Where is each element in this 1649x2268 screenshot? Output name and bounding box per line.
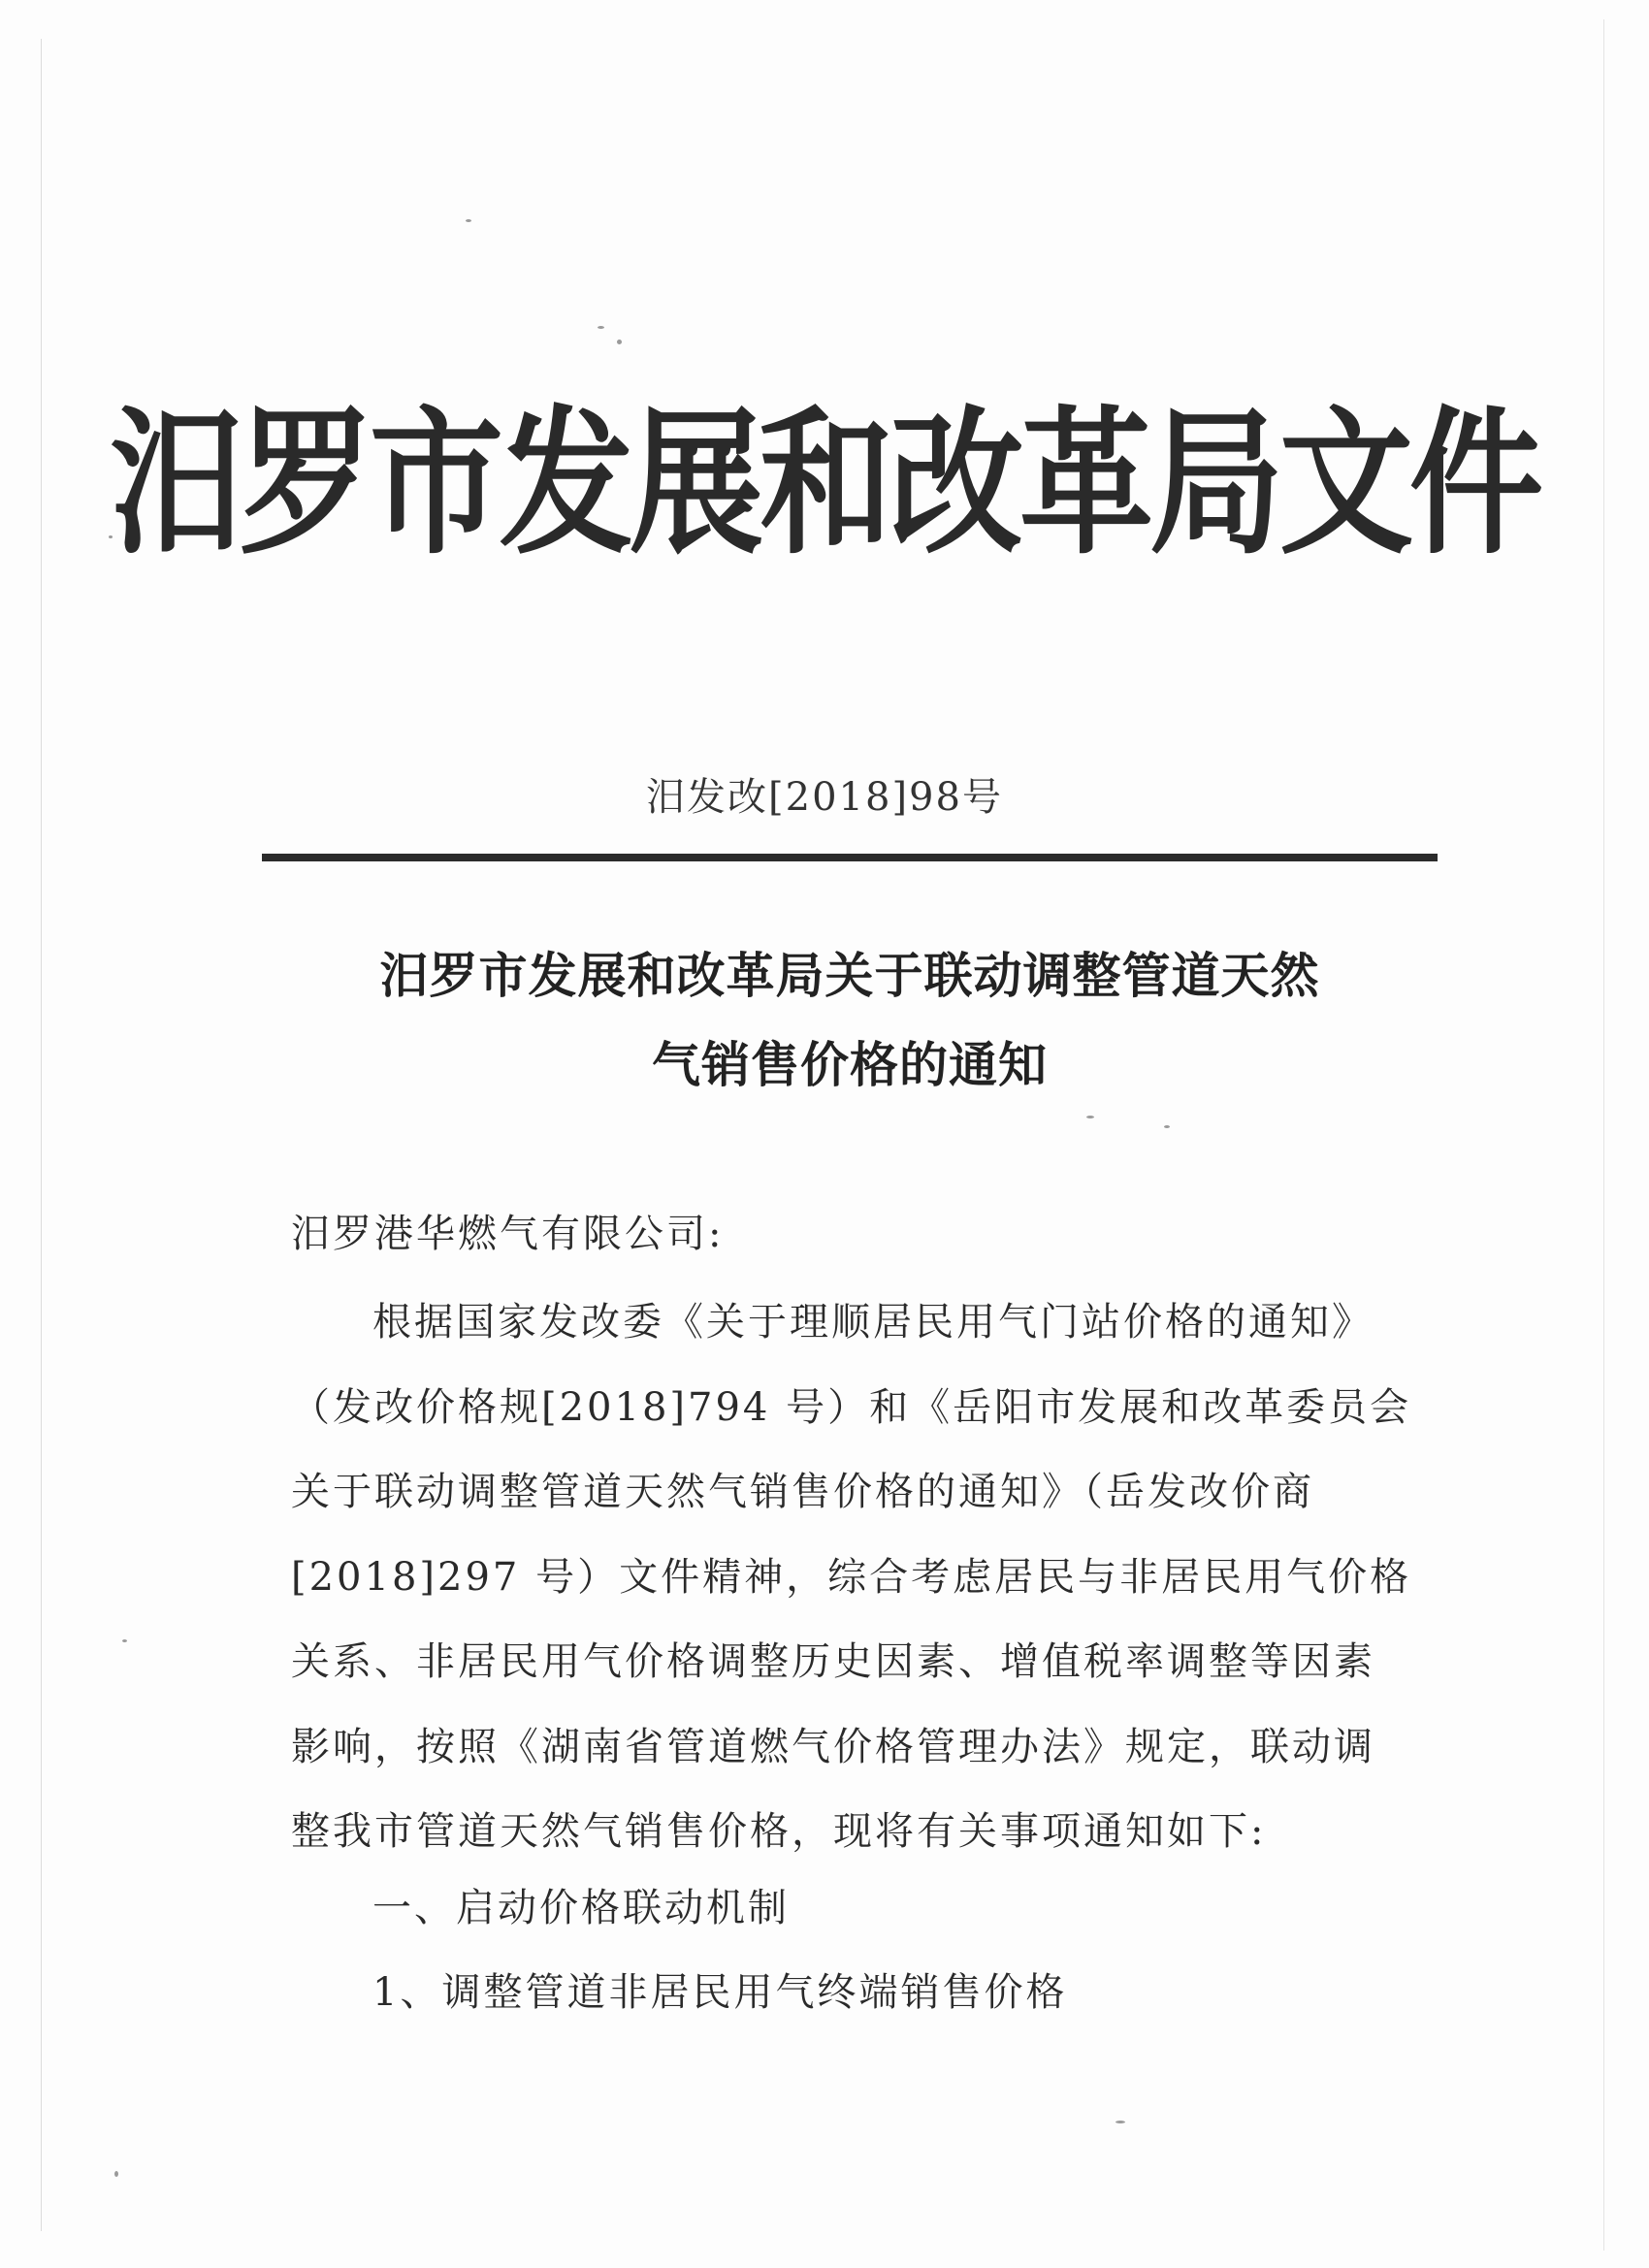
scan-speck: [1086, 1116, 1094, 1118]
notice-title: [262, 931, 1438, 1110]
body-line: 影响，按照《湖南省管道燃气价格管理办法》规定，联动调: [291, 1724, 1375, 1769]
addressee: 汨罗港华燃气有限公司:: [291, 1212, 725, 1256]
body-line: 关系、非居民用气价格调整历史因素、增值税率调整等因素: [291, 1639, 1375, 1684]
subsection-heading: 1、调整管道非居民用气终端销售价格: [372, 1970, 1068, 2015]
document-number: 汨发改[2018]98号: [646, 775, 1003, 820]
scan-speck: [1116, 2121, 1125, 2123]
scan-edge-right: [1603, 19, 1604, 2251]
section-heading: 一、启动价格联动机制: [372, 1886, 790, 1930]
body-line: 整我市管道天然气销售价格，现将有关事项通知如下:: [291, 1809, 1267, 1854]
scan-speck: [122, 1639, 127, 1642]
body-paragraph: [291, 1280, 1416, 1875]
body-line: 关于联动调整管道天然气销售价格的通知》（岳发改价商: [291, 1470, 1314, 1514]
body-line: [2018]297 号）文件精神，综合考虑居民与非居民用气价格: [291, 1554, 1412, 1600]
scan-speck: [1164, 1125, 1170, 1128]
scan-speck: [617, 340, 622, 344]
issuing-authority-title: 汨罗市发展和改革局文件: [109, 391, 1539, 576]
body-line: 根据国家发改委《关于理顺居民用气门站价格的通知》: [372, 1300, 1374, 1345]
header-divider-rule: [262, 854, 1438, 861]
scan-speck: [598, 326, 604, 329]
scan-speck: [466, 219, 471, 222]
scan-speck: [114, 2171, 118, 2177]
notice-title-line-2: 气销售价格的通知: [652, 1036, 1048, 1093]
scan-edge-left: [41, 39, 42, 2231]
body-line: （发改价格规[2018]794 号）和《岳阳市发展和改革委员会: [291, 1384, 1412, 1430]
notice-title-line-1: 汨罗市发展和改革局关于联动调整管道天然: [379, 947, 1320, 1004]
